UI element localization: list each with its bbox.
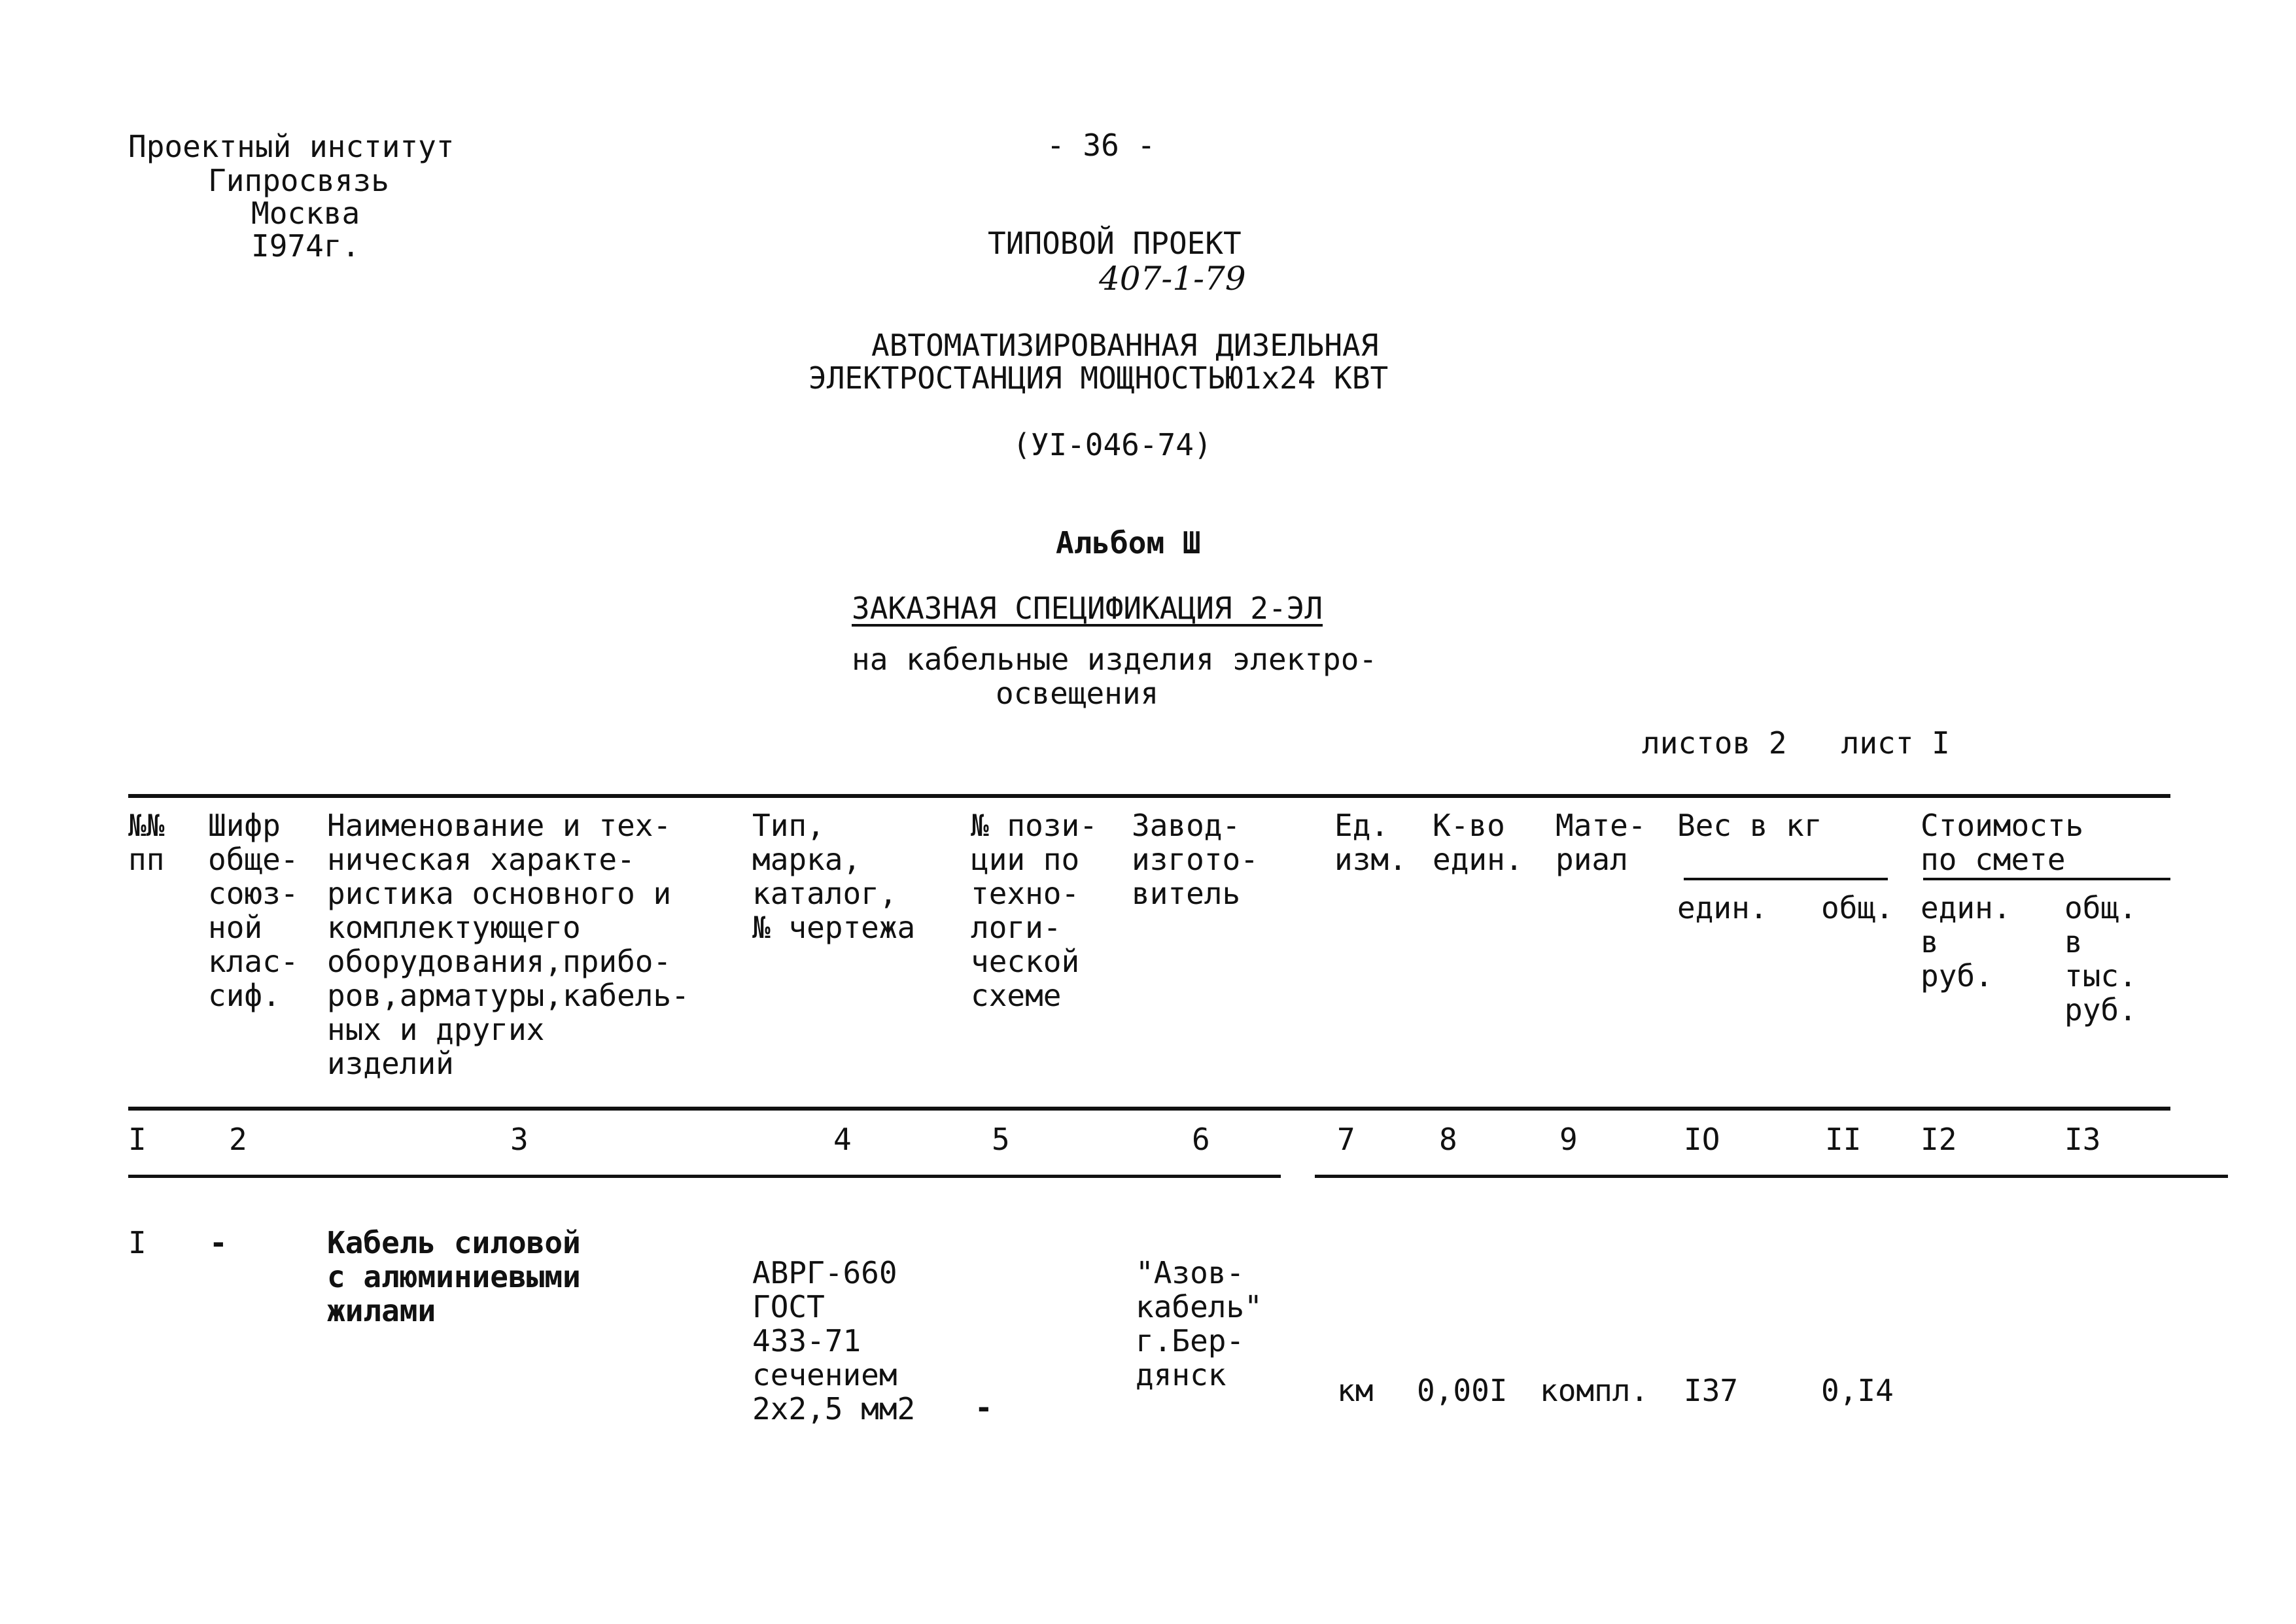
column-number: I3 (2064, 1122, 2101, 1157)
city-name: Москва (251, 196, 360, 231)
column-numbers-rule-right (1315, 1175, 2228, 1178)
header-material: Мате- риал (1556, 808, 1646, 877)
header-cost-unit: един. в руб. (1921, 890, 2011, 993)
table-top-rule (128, 794, 2170, 798)
header-name: Наименование и тех- ническая характе- ристика основного и комплектующего оборудования,прибо- ров,арматуры,кабель- ных и других изделий (327, 808, 689, 1081)
title-line-2: ЭЛЕКТРОСТАНЦИЯ МОЩНОСТЬЮ1х24 КВТ (809, 360, 1389, 396)
header-cost-group: Стоимость по смете (1921, 808, 2084, 877)
header-code: Шифр обще- союз- ной клас- сиф. (208, 808, 299, 1013)
title-line-1: АВТОМАТИЗИРОВАННАЯ ДИЗЕЛЬНАЯ (871, 328, 1379, 363)
column-number: 8 (1439, 1122, 1457, 1157)
column-number: 3 (510, 1122, 529, 1157)
column-numbers-rule-left (128, 1175, 1281, 1178)
row-material: компл. (1540, 1373, 1649, 1408)
series-code: (УI-046-74) (1013, 427, 1212, 462)
institute-name: Проектный институт (128, 129, 455, 164)
cost-group-rule (1923, 878, 2170, 880)
header-qty: К-во един. (1433, 808, 1523, 877)
album-label: Альбом Ш (1056, 525, 1201, 561)
column-number: I (128, 1122, 147, 1157)
column-number: IO (1684, 1122, 1720, 1157)
row-type: АВРГ-660 ГОСТ 433-71 сечением 2х2,5 мм2 (752, 1255, 916, 1426)
project-type: ТИПОВОЙ ПРОЕКТ (988, 226, 1242, 261)
page-number: - 36 - (1047, 128, 1156, 163)
header-weight-total: общ. (1821, 890, 1894, 925)
header-num: №№ пп (128, 808, 165, 877)
header-cost-total: общ. в тыс. руб. (2064, 890, 2137, 1028)
header-weight-group: Вес в кг (1677, 808, 1822, 843)
row-name: Кабель силовой с алюминиевыми жилами (327, 1225, 581, 1328)
header-unit: Ед. изм. (1334, 808, 1407, 877)
column-number: 2 (229, 1122, 247, 1157)
organization-name: Гипросвязь (208, 163, 389, 198)
row-maker: "Азов- кабель" г.Бер- дянск (1136, 1255, 1262, 1392)
row-position: - (975, 1390, 993, 1425)
year: I974г. (251, 228, 360, 264)
header-weight-unit: един. (1677, 890, 1768, 925)
weight-group-rule (1684, 878, 1888, 880)
header-bottom-rule (128, 1107, 2170, 1111)
spec-subtitle-2: освещения (996, 676, 1159, 711)
row-num: I (128, 1225, 147, 1260)
spec-title: ЗАКАЗНАЯ СПЕЦИФИКАЦИЯ 2-ЭЛ (852, 591, 1323, 626)
column-number: II (1825, 1122, 1862, 1157)
column-number: 9 (1559, 1122, 1578, 1157)
column-number: 6 (1192, 1122, 1210, 1157)
column-number: I2 (1921, 1122, 1957, 1157)
spec-subtitle-1: на кабельные изделия электро- (852, 642, 1378, 677)
column-number: 5 (992, 1122, 1010, 1157)
header-position: № пози- ции по техно- логи- ческой схеме (971, 808, 1098, 1013)
sheet-count: листов 2 лист I (1642, 725, 1950, 761)
row-code: - (209, 1225, 228, 1260)
column-number: 7 (1337, 1122, 1355, 1157)
row-weight-unit: I37 (1684, 1373, 1739, 1408)
row-qty: 0,00I (1417, 1373, 1508, 1408)
row-unit: км (1337, 1373, 1374, 1408)
project-code: 407-1-79 (1099, 260, 1246, 298)
header-maker: Завод- изгото- витель (1132, 808, 1259, 911)
row-weight-total: 0,I4 (1821, 1373, 1894, 1408)
header-type: Тип, марка, каталог, № чертежа (752, 808, 916, 945)
column-number: 4 (833, 1122, 852, 1157)
